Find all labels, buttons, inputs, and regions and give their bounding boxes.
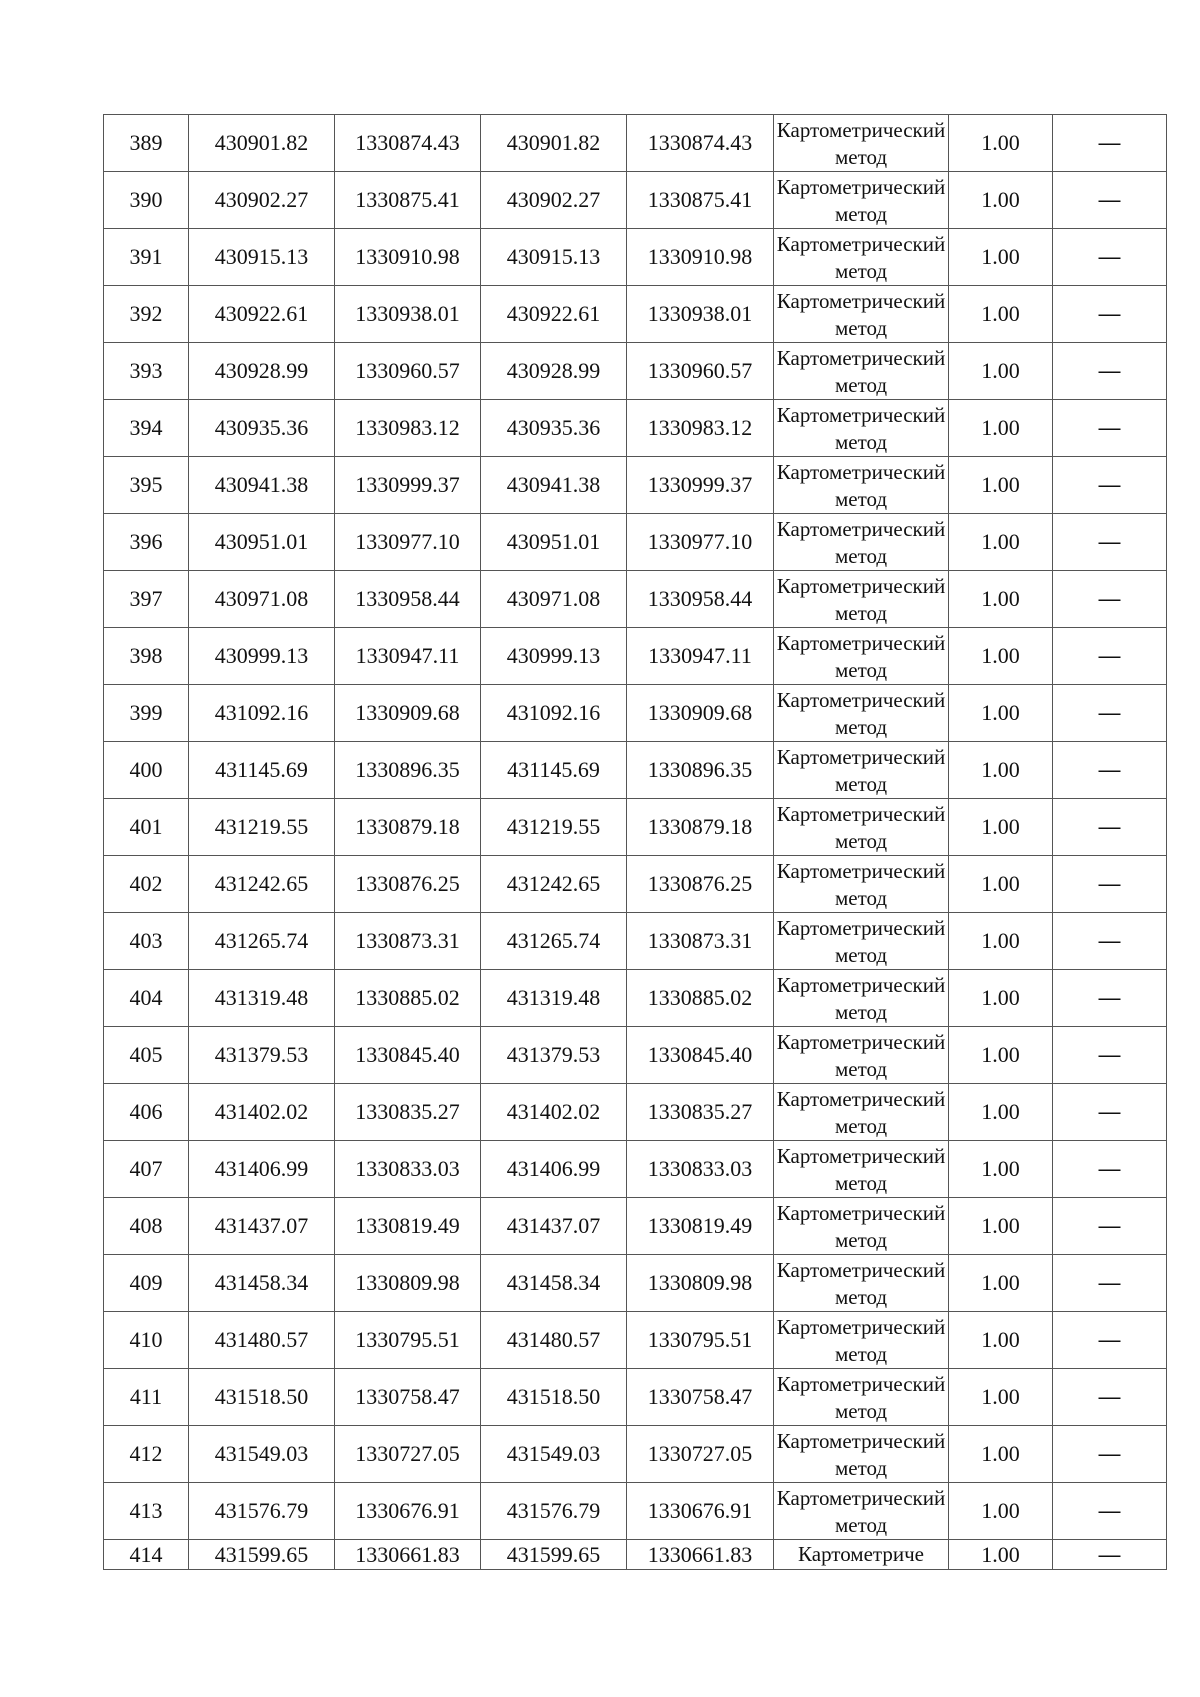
note-cell: — [1053, 1426, 1167, 1483]
table-row [104, 1540, 1167, 1570]
x-coordinate-cell: 430915.13 [481, 229, 627, 286]
method-cell: Картометрический метод [774, 400, 949, 457]
point-number-cell: 404 [104, 970, 189, 1027]
x-coordinate-cell: 431480.57 [481, 1312, 627, 1369]
y-coordinate-cell: 1330879.18 [627, 799, 774, 856]
table-row [104, 742, 1167, 799]
y-coordinate-cell: 1330835.27 [335, 1084, 481, 1141]
y-coordinate-cell: 1330896.35 [627, 742, 774, 799]
point-number-cell: 395 [104, 457, 189, 514]
table-row [104, 172, 1167, 229]
table-row [104, 400, 1167, 457]
x-coordinate-cell: 431518.50 [481, 1369, 627, 1426]
y-coordinate-cell: 1330835.27 [627, 1084, 774, 1141]
table-row [104, 1483, 1167, 1540]
x-coordinate-cell: 431549.03 [481, 1426, 627, 1483]
accuracy-cell: 1.00 [949, 1483, 1053, 1540]
note-cell: — [1053, 1084, 1167, 1141]
accuracy-cell: 1.00 [949, 400, 1053, 457]
point-number-cell: 411 [104, 1369, 189, 1426]
y-coordinate-cell: 1330873.31 [335, 913, 481, 970]
y-coordinate-cell: 1330876.25 [335, 856, 481, 913]
x-coordinate-cell: 431458.34 [189, 1255, 335, 1312]
accuracy-cell: 1.00 [949, 457, 1053, 514]
note-cell: — [1053, 115, 1167, 172]
accuracy-cell: 1.00 [949, 343, 1053, 400]
x-coordinate-cell: 431599.65 [189, 1540, 335, 1570]
y-coordinate-cell: 1330958.44 [335, 571, 481, 628]
x-coordinate-cell: 431406.99 [189, 1141, 335, 1198]
method-cell: Картометрический метод [774, 1483, 949, 1540]
method-cell: Картометрический метод [774, 856, 949, 913]
x-coordinate-cell: 430915.13 [189, 229, 335, 286]
method-cell: Картометрический метод [774, 1027, 949, 1084]
x-coordinate-cell: 430902.27 [189, 172, 335, 229]
point-number-cell: 399 [104, 685, 189, 742]
method-cell: Картометрический метод [774, 1426, 949, 1483]
point-number-cell: 405 [104, 1027, 189, 1084]
point-number-cell: 389 [104, 115, 189, 172]
note-cell: — [1053, 913, 1167, 970]
y-coordinate-cell: 1330875.41 [627, 172, 774, 229]
table-row [104, 1369, 1167, 1426]
x-coordinate-cell: 431219.55 [481, 799, 627, 856]
x-coordinate-cell: 431379.53 [189, 1027, 335, 1084]
x-coordinate-cell: 430901.82 [481, 115, 627, 172]
x-coordinate-cell: 431319.48 [189, 970, 335, 1027]
point-number-cell: 396 [104, 514, 189, 571]
y-coordinate-cell: 1330910.98 [627, 229, 774, 286]
x-coordinate-cell: 431549.03 [189, 1426, 335, 1483]
point-number-cell: 407 [104, 1141, 189, 1198]
note-cell: — [1053, 343, 1167, 400]
x-coordinate-cell: 431599.65 [481, 1540, 627, 1570]
point-number-cell: 412 [104, 1426, 189, 1483]
y-coordinate-cell: 1330983.12 [627, 400, 774, 457]
x-coordinate-cell: 430941.38 [481, 457, 627, 514]
y-coordinate-cell: 1330909.68 [627, 685, 774, 742]
y-coordinate-cell: 1330795.51 [627, 1312, 774, 1369]
accuracy-cell: 1.00 [949, 1540, 1053, 1570]
point-number-cell: 410 [104, 1312, 189, 1369]
x-coordinate-cell: 430928.99 [481, 343, 627, 400]
method-cell: Картометрический метод [774, 571, 949, 628]
x-coordinate-cell: 431576.79 [481, 1483, 627, 1540]
accuracy-cell: 1.00 [949, 286, 1053, 343]
table-row [104, 514, 1167, 571]
method-cell: Картометриче [774, 1540, 949, 1570]
x-coordinate-cell: 430941.38 [189, 457, 335, 514]
point-number-cell: 394 [104, 400, 189, 457]
table-row [104, 229, 1167, 286]
method-cell: Картометрический метод [774, 172, 949, 229]
accuracy-cell: 1.00 [949, 742, 1053, 799]
method-cell: Картометрический метод [774, 1312, 949, 1369]
accuracy-cell: 1.00 [949, 970, 1053, 1027]
x-coordinate-cell: 430951.01 [189, 514, 335, 571]
point-number-cell: 398 [104, 628, 189, 685]
point-number-cell: 408 [104, 1198, 189, 1255]
y-coordinate-cell: 1330758.47 [627, 1369, 774, 1426]
table-row [104, 799, 1167, 856]
table-row [104, 1084, 1167, 1141]
y-coordinate-cell: 1330999.37 [335, 457, 481, 514]
table-row [104, 457, 1167, 514]
x-coordinate-cell: 430951.01 [481, 514, 627, 571]
method-cell: Картометрический метод [774, 1141, 949, 1198]
y-coordinate-cell: 1330909.68 [335, 685, 481, 742]
x-coordinate-cell: 430928.99 [189, 343, 335, 400]
accuracy-cell: 1.00 [949, 1255, 1053, 1312]
note-cell: — [1053, 229, 1167, 286]
table-row [104, 286, 1167, 343]
x-coordinate-cell: 431437.07 [189, 1198, 335, 1255]
y-coordinate-cell: 1330809.98 [627, 1255, 774, 1312]
x-coordinate-cell: 430902.27 [481, 172, 627, 229]
table-row [104, 343, 1167, 400]
y-coordinate-cell: 1330845.40 [335, 1027, 481, 1084]
table-row [104, 913, 1167, 970]
x-coordinate-cell: 430901.82 [189, 115, 335, 172]
x-coordinate-cell: 431402.02 [189, 1084, 335, 1141]
note-cell: — [1053, 685, 1167, 742]
point-number-cell: 390 [104, 172, 189, 229]
method-cell: Картометрический метод [774, 286, 949, 343]
point-number-cell: 403 [104, 913, 189, 970]
note-cell: — [1053, 970, 1167, 1027]
note-cell: — [1053, 1312, 1167, 1369]
x-coordinate-cell: 431092.16 [481, 685, 627, 742]
y-coordinate-cell: 1330879.18 [335, 799, 481, 856]
y-coordinate-cell: 1330960.57 [627, 343, 774, 400]
table-row [104, 1027, 1167, 1084]
point-number-cell: 393 [104, 343, 189, 400]
x-coordinate-cell: 430971.08 [481, 571, 627, 628]
y-coordinate-cell: 1330977.10 [335, 514, 481, 571]
accuracy-cell: 1.00 [949, 628, 1053, 685]
coordinates-table [103, 114, 1167, 1570]
accuracy-cell: 1.00 [949, 685, 1053, 742]
method-cell: Картометрический метод [774, 1084, 949, 1141]
point-number-cell: 401 [104, 799, 189, 856]
x-coordinate-cell: 431480.57 [189, 1312, 335, 1369]
method-cell: Картометрический метод [774, 1255, 949, 1312]
y-coordinate-cell: 1330885.02 [627, 970, 774, 1027]
note-cell: — [1053, 1255, 1167, 1312]
y-coordinate-cell: 1330874.43 [627, 115, 774, 172]
method-cell: Картометрический метод [774, 343, 949, 400]
point-number-cell: 409 [104, 1255, 189, 1312]
note-cell: — [1053, 1483, 1167, 1540]
table-row [104, 115, 1167, 172]
x-coordinate-cell: 430922.61 [481, 286, 627, 343]
x-coordinate-cell: 431576.79 [189, 1483, 335, 1540]
method-cell: Картометрический метод [774, 799, 949, 856]
accuracy-cell: 1.00 [949, 856, 1053, 913]
method-cell: Картометрический метод [774, 742, 949, 799]
table-body [104, 115, 1167, 1570]
accuracy-cell: 1.00 [949, 229, 1053, 286]
accuracy-cell: 1.00 [949, 1084, 1053, 1141]
y-coordinate-cell: 1330809.98 [335, 1255, 481, 1312]
method-cell: Картометрический метод [774, 913, 949, 970]
method-cell: Картометрический метод [774, 1369, 949, 1426]
y-coordinate-cell: 1330960.57 [335, 343, 481, 400]
note-cell: — [1053, 1141, 1167, 1198]
x-coordinate-cell: 430935.36 [189, 400, 335, 457]
x-coordinate-cell: 431458.34 [481, 1255, 627, 1312]
method-cell: Картометрический метод [774, 685, 949, 742]
method-cell: Картометрический метод [774, 514, 949, 571]
x-coordinate-cell: 431242.65 [481, 856, 627, 913]
y-coordinate-cell: 1330661.83 [335, 1540, 481, 1570]
note-cell: — [1053, 514, 1167, 571]
accuracy-cell: 1.00 [949, 1027, 1053, 1084]
y-coordinate-cell: 1330676.91 [335, 1483, 481, 1540]
x-coordinate-cell: 431319.48 [481, 970, 627, 1027]
x-coordinate-cell: 431406.99 [481, 1141, 627, 1198]
table-row [104, 1141, 1167, 1198]
y-coordinate-cell: 1330958.44 [627, 571, 774, 628]
x-coordinate-cell: 430999.13 [189, 628, 335, 685]
point-number-cell: 413 [104, 1483, 189, 1540]
table-row [104, 1255, 1167, 1312]
accuracy-cell: 1.00 [949, 1141, 1053, 1198]
y-coordinate-cell: 1330819.49 [335, 1198, 481, 1255]
note-cell: — [1053, 400, 1167, 457]
y-coordinate-cell: 1330795.51 [335, 1312, 481, 1369]
method-cell: Картометрический метод [774, 457, 949, 514]
x-coordinate-cell: 430922.61 [189, 286, 335, 343]
y-coordinate-cell: 1330819.49 [627, 1198, 774, 1255]
y-coordinate-cell: 1330983.12 [335, 400, 481, 457]
accuracy-cell: 1.00 [949, 799, 1053, 856]
x-coordinate-cell: 430999.13 [481, 628, 627, 685]
y-coordinate-cell: 1330885.02 [335, 970, 481, 1027]
note-cell: — [1053, 1540, 1167, 1570]
x-coordinate-cell: 430971.08 [189, 571, 335, 628]
method-cell: Картометрический метод [774, 1198, 949, 1255]
y-coordinate-cell: 1330977.10 [627, 514, 774, 571]
note-cell: — [1053, 1369, 1167, 1426]
y-coordinate-cell: 1330999.37 [627, 457, 774, 514]
x-coordinate-cell: 431379.53 [481, 1027, 627, 1084]
point-number-cell: 392 [104, 286, 189, 343]
table-row [104, 856, 1167, 913]
point-number-cell: 406 [104, 1084, 189, 1141]
method-cell: Картометрический метод [774, 628, 949, 685]
y-coordinate-cell: 1330947.11 [627, 628, 774, 685]
x-coordinate-cell: 431265.74 [189, 913, 335, 970]
method-cell: Картометрический метод [774, 115, 949, 172]
y-coordinate-cell: 1330875.41 [335, 172, 481, 229]
x-coordinate-cell: 431265.74 [481, 913, 627, 970]
x-coordinate-cell: 431219.55 [189, 799, 335, 856]
point-number-cell: 397 [104, 571, 189, 628]
accuracy-cell: 1.00 [949, 571, 1053, 628]
accuracy-cell: 1.00 [949, 115, 1053, 172]
x-coordinate-cell: 430935.36 [481, 400, 627, 457]
y-coordinate-cell: 1330758.47 [335, 1369, 481, 1426]
y-coordinate-cell: 1330876.25 [627, 856, 774, 913]
note-cell: — [1053, 286, 1167, 343]
y-coordinate-cell: 1330833.03 [335, 1141, 481, 1198]
point-number-cell: 414 [104, 1540, 189, 1570]
x-coordinate-cell: 431145.69 [189, 742, 335, 799]
table-row [104, 970, 1167, 1027]
x-coordinate-cell: 431402.02 [481, 1084, 627, 1141]
point-number-cell: 391 [104, 229, 189, 286]
accuracy-cell: 1.00 [949, 913, 1053, 970]
y-coordinate-cell: 1330845.40 [627, 1027, 774, 1084]
y-coordinate-cell: 1330661.83 [627, 1540, 774, 1570]
note-cell: — [1053, 1198, 1167, 1255]
accuracy-cell: 1.00 [949, 1426, 1053, 1483]
note-cell: — [1053, 628, 1167, 685]
y-coordinate-cell: 1330938.01 [627, 286, 774, 343]
table-row [104, 571, 1167, 628]
accuracy-cell: 1.00 [949, 1312, 1053, 1369]
note-cell: — [1053, 742, 1167, 799]
x-coordinate-cell: 431092.16 [189, 685, 335, 742]
accuracy-cell: 1.00 [949, 1369, 1053, 1426]
y-coordinate-cell: 1330896.35 [335, 742, 481, 799]
y-coordinate-cell: 1330727.05 [627, 1426, 774, 1483]
accuracy-cell: 1.00 [949, 1198, 1053, 1255]
y-coordinate-cell: 1330947.11 [335, 628, 481, 685]
accuracy-cell: 1.00 [949, 172, 1053, 229]
note-cell: — [1053, 856, 1167, 913]
table-row [104, 628, 1167, 685]
note-cell: — [1053, 799, 1167, 856]
note-cell: — [1053, 172, 1167, 229]
y-coordinate-cell: 1330938.01 [335, 286, 481, 343]
note-cell: — [1053, 457, 1167, 514]
y-coordinate-cell: 1330874.43 [335, 115, 481, 172]
x-coordinate-cell: 431518.50 [189, 1369, 335, 1426]
x-coordinate-cell: 431242.65 [189, 856, 335, 913]
x-coordinate-cell: 431437.07 [481, 1198, 627, 1255]
x-coordinate-cell: 431145.69 [481, 742, 627, 799]
point-number-cell: 402 [104, 856, 189, 913]
table-row [104, 685, 1167, 742]
point-number-cell: 400 [104, 742, 189, 799]
y-coordinate-cell: 1330873.31 [627, 913, 774, 970]
table-row [104, 1426, 1167, 1483]
table-row [104, 1198, 1167, 1255]
y-coordinate-cell: 1330676.91 [627, 1483, 774, 1540]
y-coordinate-cell: 1330833.03 [627, 1141, 774, 1198]
y-coordinate-cell: 1330910.98 [335, 229, 481, 286]
table-row [104, 1312, 1167, 1369]
method-cell: Картометрический метод [774, 229, 949, 286]
accuracy-cell: 1.00 [949, 514, 1053, 571]
y-coordinate-cell: 1330727.05 [335, 1426, 481, 1483]
method-cell: Картометрический метод [774, 970, 949, 1027]
note-cell: — [1053, 1027, 1167, 1084]
note-cell: — [1053, 571, 1167, 628]
